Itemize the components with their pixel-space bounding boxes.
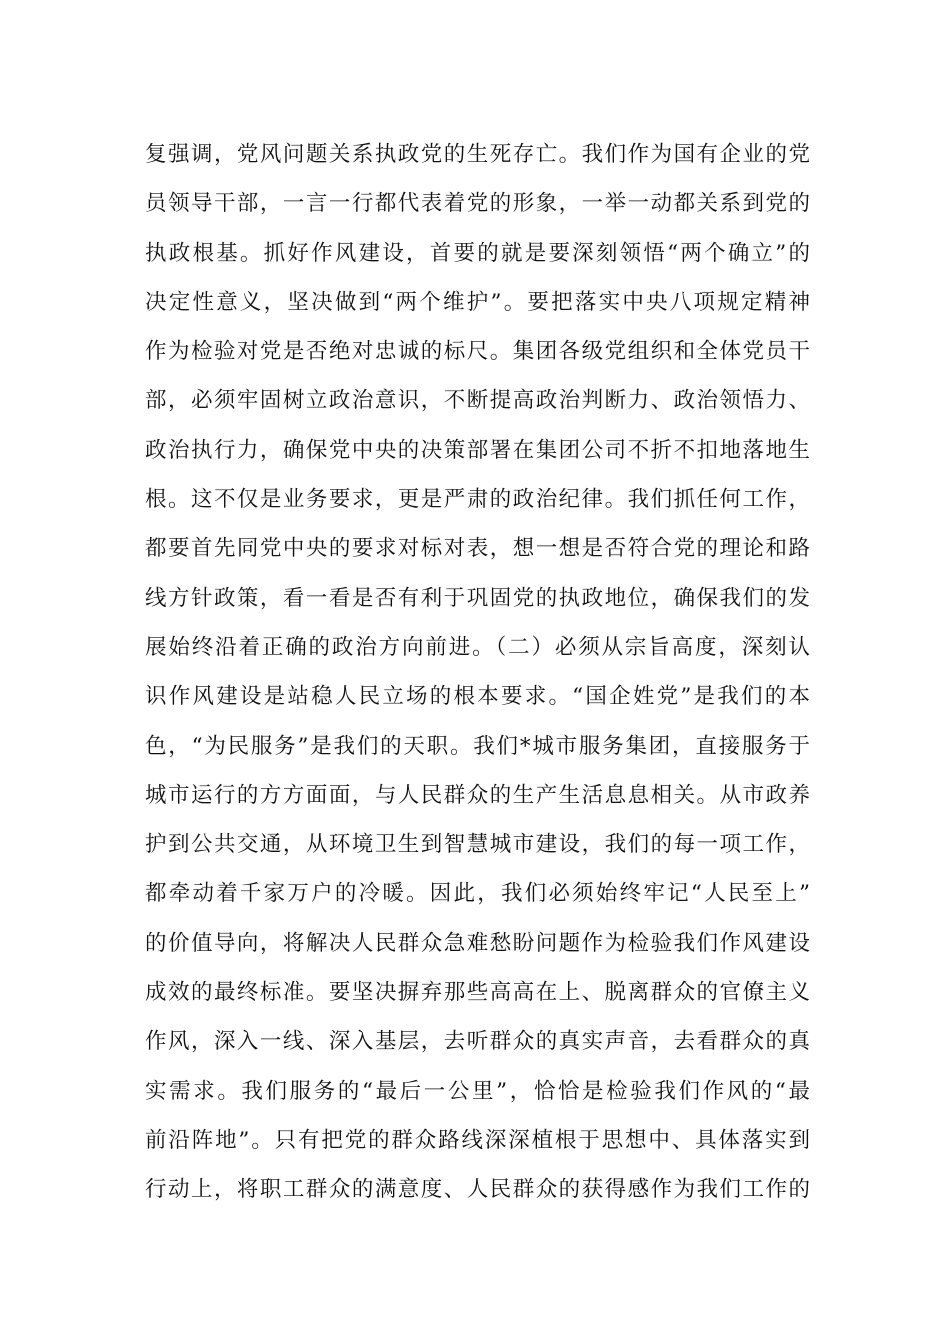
text-line: 作为检验对党是否绝对忠诚的标尺。集团各级党组织和全体党员干 [145, 339, 810, 365]
text-line: 实需求。我们服务的“最后一公里”，恰恰是检验我们作风的“最 [145, 1078, 810, 1104]
text-line: 都牵动着千家万户的冷暖。因此，我们必须始终牢记“人民至上” [145, 881, 810, 907]
text-line: 色，“为民服务”是我们的天职。我们*城市服务集团，直接服务于 [145, 733, 810, 759]
text-line: 的价值导向，将解决人民群众急难愁盼问题作为检验我们作风建设 [145, 930, 810, 956]
text-line: 前沿阵地”。只有把党的群众路线深深植根于思想中、具体落实到 [145, 1127, 810, 1153]
text-line: 作风，深入一线、深入基层，去听群众的真实声音，去看群众的真 [145, 1029, 810, 1055]
text-line: 政治执行力，确保党中央的决策部署在集团公司不折不扣地落地生 [145, 437, 810, 463]
text-line: 成效的最终标准。要坚决摒弃那些高高在上、脱离群众的官僚主义 [145, 980, 810, 1006]
text-line: 行动上，将职工群众的满意度、人民群众的获得感作为我们工作的 [145, 1177, 810, 1203]
text-line: 城市运行的方方面面，与人民群众的生产生活息息相关。从市政养 [145, 782, 810, 808]
text-line: 根。这不仅是业务要求，更是严肃的政治纪律。我们抓任何工作， [145, 487, 810, 513]
text-line: 展始终沿着正确的政治方向前进。（二）必须从宗旨高度，深刻认 [145, 634, 810, 660]
body-text [145, 130, 810, 1215]
text-line: 决定性意义，坚决做到“两个维护”。要把落实中央八项规定精神 [145, 289, 810, 315]
text-line: 都要首先同党中央的要求对标对表，想一想是否符合党的理论和路 [145, 536, 810, 562]
text-line: 护到公共交通，从环境卫生到智慧城市建设，我们的每一项工作， [145, 832, 810, 858]
text-line: 复强调，党风问题关系执政党的生死存亡。我们作为国有企业的党 [145, 142, 810, 167]
text-line: 执政根基。抓好作风建设，首要的就是要深刻领悟“两个确立”的 [145, 240, 810, 266]
text-line: 员领导干部，一言一行都代表着党的形象，一举一动都关系到党的 [145, 191, 810, 217]
text-line: 线方针政策，看一看是否有利于巩固党的执政地位，确保我们的发 [145, 585, 810, 611]
text-line: 部，必须牢固树立政治意识，不断提高政治判断力、政治领悟力、 [145, 388, 810, 414]
text-line: 识作风建设是站稳人民立场的根本要求。“国企姓党”是我们的本 [145, 684, 810, 710]
